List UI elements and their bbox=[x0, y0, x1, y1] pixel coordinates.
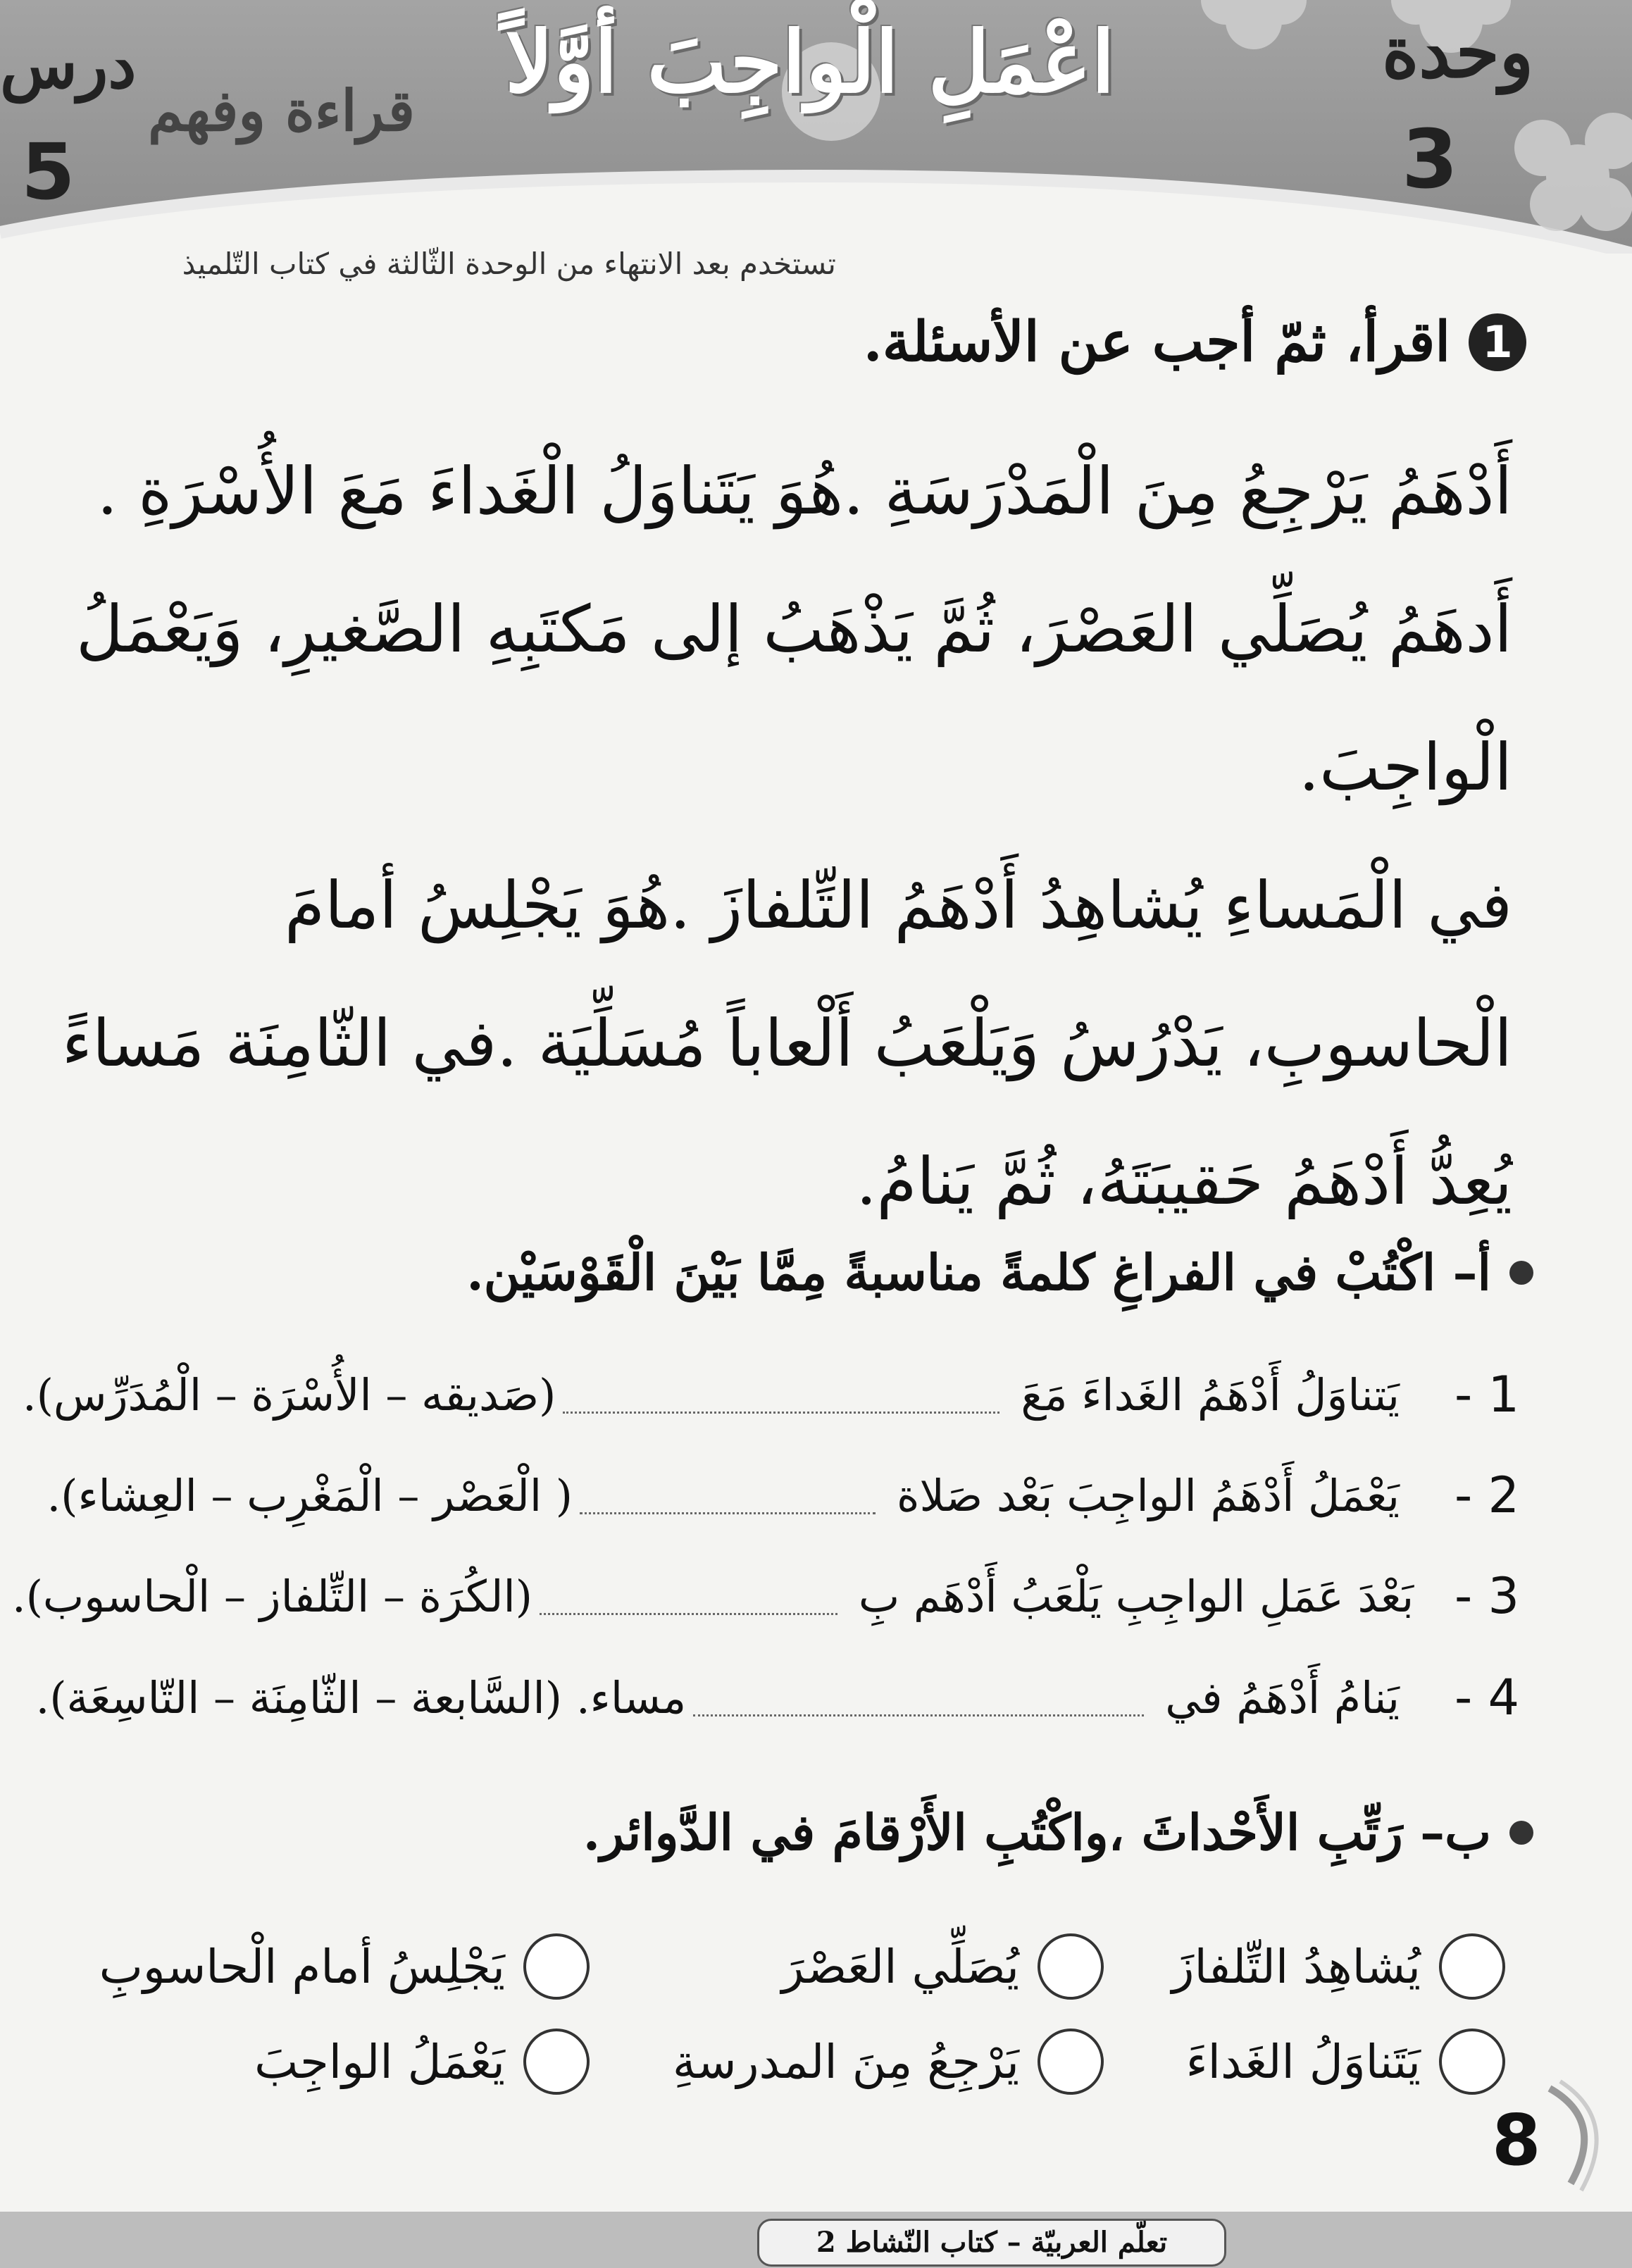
order-item bbox=[1186, 2029, 1505, 2095]
order-circle[interactable] bbox=[523, 2029, 590, 2095]
fill-item bbox=[12, 1557, 1519, 1635]
usage-note: تستخدم بعد الانتهاء من الوحدة الثّالثة في كتاب التّلميذ bbox=[182, 247, 836, 281]
order-circle[interactable] bbox=[1439, 1933, 1505, 2000]
unit-label: وحدة bbox=[1382, 11, 1533, 94]
answer-blank[interactable] bbox=[563, 1376, 999, 1414]
item-options: ( الْعَصْر – الْمَغْرِب – العِشاء). bbox=[46, 1469, 573, 1521]
item-after-text: مساء. bbox=[575, 1671, 687, 1724]
order-item-label: يُشاهِدُ التِّلفازَ bbox=[1171, 1939, 1421, 1994]
order-item-label: يَجْلِسُ أمام الْحاسوبِ bbox=[99, 1939, 505, 1994]
lesson-subtitle: قراءة وفهم bbox=[148, 77, 415, 144]
order-circle[interactable] bbox=[523, 1933, 590, 2000]
bullet-icon bbox=[1509, 1261, 1533, 1285]
bullet-icon bbox=[1509, 1821, 1533, 1845]
reading-passage bbox=[47, 423, 1512, 1251]
answer-blank[interactable] bbox=[693, 1679, 1144, 1716]
order-item-label: يَعْمَلُ الواجِبَ bbox=[254, 2034, 505, 2089]
question-number: 1 bbox=[1469, 313, 1526, 371]
section-a-heading-text: أ– اكْتُبْ في الفراغِ كلمةً مناسبةً مِمَّا بَيْنَ الْقَوْسَيْن. bbox=[466, 1243, 1491, 1302]
item-stem: يَعْمَلُ أَدْهَمُ الواجِبَ بَعْد صَلاة bbox=[897, 1469, 1400, 1521]
passage-paragraph: أَدْهَمُ يَرْجِعُ مِنَ الْمَدْرَسَةِ .هُوَ يَتَناوَلُ الْغَداءَ مَعَ الأُسْرَةِ . bbox=[96, 454, 1512, 529]
item-options: (الكُرَة – التِّلفاز – الْحاسوب). bbox=[12, 1570, 532, 1622]
lesson-number: 5 bbox=[21, 127, 75, 217]
order-item-label: يَتَناوَلُ الغَداءَ bbox=[1185, 2034, 1421, 2089]
fill-item bbox=[12, 1457, 1519, 1534]
order-item bbox=[782, 1933, 1104, 2000]
item-stem: بَعْدَ عَمَلِ الواجِبِ يَلْعَبُ أَدْهَم بِ bbox=[858, 1570, 1414, 1622]
passage-paragraph: في الْمَساءِ يُشاهِدُ أَدْهَمُ التِّلفازَ .هُوَ يَجْلِسُ أمامَ الْحاسوبِ، يَدْرُسُ وَيَلْعَبُ أَلْعاباً مُسَلِّيَة .في الثّامِنَة مَساءً يُعِدُّ أَدْهَمُ حَقيبَتَهُ، ثُمَّ يَنامُ. bbox=[61, 868, 1512, 1219]
item-stem: يَنامُ أَدْهَمُ في bbox=[1165, 1671, 1400, 1724]
item-stem: يَتناوَلُ أَدْهَمُ الغَداءَ مَعَ bbox=[1021, 1369, 1400, 1421]
header-banner bbox=[0, 0, 1632, 254]
order-circle[interactable] bbox=[1038, 2029, 1104, 2095]
section-b-heading-text: ب– رَتِّبِ الأَحْداثَ ،واكْتُبِ الأَرْقامَ في الدَّوائر. bbox=[583, 1803, 1491, 1862]
passage-paragraph: أَدهَمُ يُصَلِّي العَصْرَ، ثُمَّ يَذْهَبُ إلى مَكتَبِهِ الصَّغيرِ، وَيَعْمَلُ الْواجِبَ. bbox=[75, 592, 1512, 805]
item-options: (صَديقه – الأُسْرَة – الْمُدَرِّس). bbox=[23, 1369, 556, 1421]
item-number: 1 - bbox=[1454, 1366, 1519, 1423]
unit-number: 3 bbox=[1402, 113, 1459, 207]
fill-item bbox=[12, 1659, 1519, 1736]
page-number: 8 bbox=[1492, 2099, 1541, 2181]
item-number: 3 - bbox=[1454, 1567, 1519, 1625]
answer-blank[interactable] bbox=[580, 1477, 876, 1514]
order-item bbox=[673, 2029, 1104, 2095]
section-b-heading bbox=[583, 1803, 1533, 1862]
question-heading bbox=[864, 310, 1526, 374]
question-instruction: اقرأ، ثمّ أجب عن الأسئلة. bbox=[863, 310, 1450, 374]
fill-item bbox=[12, 1356, 1519, 1433]
item-options: (السَّابعة – الثّامِنَة – التّاسِعَة). bbox=[35, 1671, 562, 1724]
order-item-label: يُصَلِّي العَصْرَ bbox=[781, 1939, 1019, 1994]
order-item bbox=[99, 1933, 590, 2000]
order-item-label: يَرْجِعُ مِنَ المدرسةِ bbox=[672, 2034, 1019, 2089]
answer-blank[interactable] bbox=[540, 1578, 837, 1615]
order-item bbox=[1172, 1933, 1505, 2000]
item-number: 4 - bbox=[1454, 1669, 1519, 1726]
footer-book-title: تعلّم العربيّة – كتاب النّشاط 2 bbox=[757, 2219, 1226, 2267]
page-title: اعْمَلِ الْواجِبَ أوَّلاً bbox=[505, 13, 1115, 112]
lesson-label: درس bbox=[0, 28, 137, 103]
order-circle[interactable] bbox=[1038, 1933, 1104, 2000]
item-number: 2 - bbox=[1454, 1466, 1519, 1524]
section-a-heading bbox=[466, 1243, 1533, 1302]
order-item bbox=[254, 2029, 590, 2095]
